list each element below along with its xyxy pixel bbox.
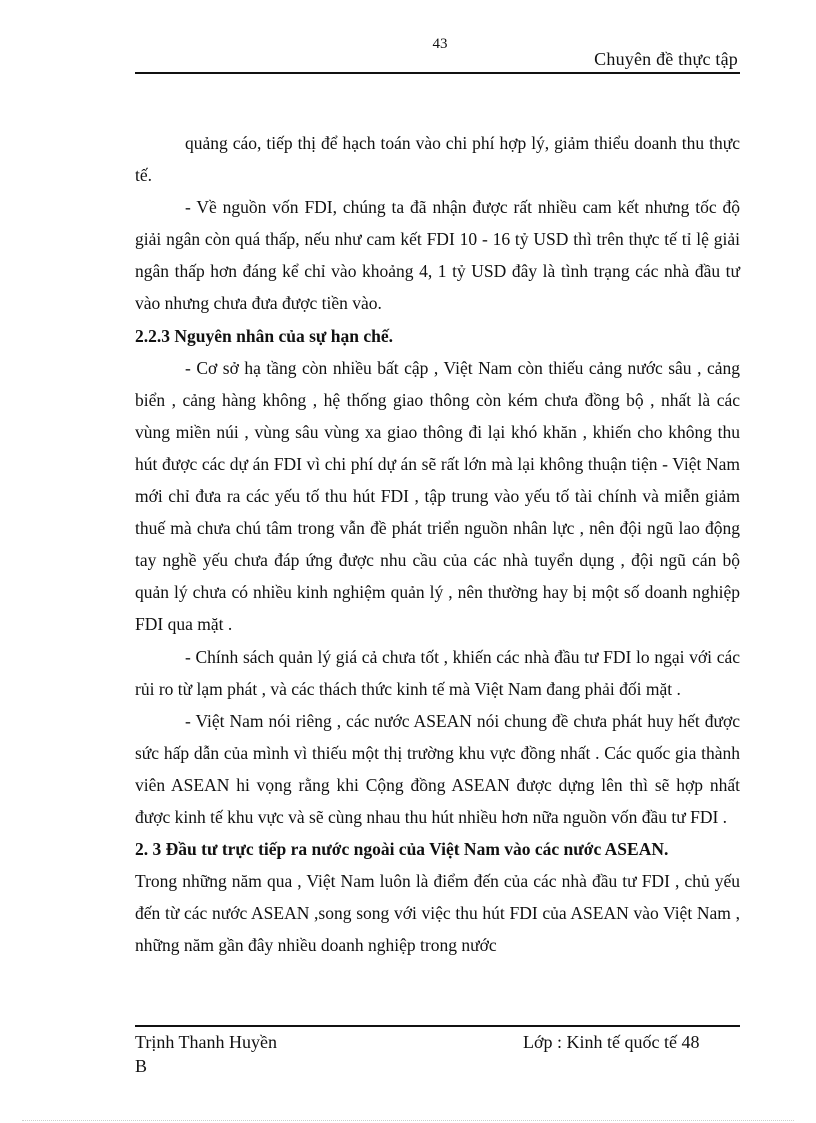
paragraph-fdi-disbursement: - Về nguồn vốn FDI, chúng ta đã nhận được rất nhiều cam kết nhưng tốc độ giải ngân còn quá thấp, nếu như cam kết FDI 10 - 16 tỷ USD thì trên thực tế tỉ lệ giải ngân thấp hơn đáng kể chỉ vào khoảng 4, 1 tỷ USD đây là tình trạng các nhà đầu tư vào nhưng chưa đưa được tiền vào. xyxy=(135,197,740,314)
bottom-dotted-border xyxy=(22,1120,794,1121)
paragraph-continued: quảng cáo, tiếp thị để hạch toán vào chi phí hợp lý, giảm thiểu doanh thu thực tế. xyxy=(135,133,740,186)
header-title: Chuyên đề thực tập xyxy=(594,49,738,69)
header-rule xyxy=(135,72,740,74)
paragraph-asean-market: - Việt Nam nói riêng , các nước ASEAN nói chung đề chưa phát huy hết được sức hấp dẫn của mình vì thiếu một thị trường khu vực đồng nhất . Các quốc gia thành viên ASEAN hi vọng rằng khi Cộng đồng ASEAN được dựng lên thì sẽ hợp nhất được kinh tế khu vực và sẽ cùng nhau thu hút nhiều hơn nữa nguồn vốn đầu tư FDI . xyxy=(135,710,740,827)
page-number: 43 xyxy=(432,36,448,52)
body-text xyxy=(135,127,740,961)
footer-author-name: Trịnh Thanh Huyền xyxy=(135,1032,278,1052)
paragraph-outward-investment: Trong những năm qua , Việt Nam luôn là điểm đến của các nhà đầu tư FDI , chủ yếu đến từ các nước ASEAN ,song song với việc thu hút FDI của ASEAN vào Việt Nam , những năm gần đây nhiều doanh nghiệp trong nước xyxy=(135,871,740,956)
paragraph-infrastructure: - Cơ sở hạ tầng còn nhiều bất cập , Việt Nam còn thiếu cảng nước sâu , cảng biển , cảng hàng không , hệ thống giao thông còn kém chưa đồng bộ , nhất là các vùng miền núi , vùng sâu vùng xa giao thông đi lại khó khăn , khiến cho không thu hút được các dự án FDI vì chi phí dự án sẽ rất lớn mà lại không thuận tiện - Việt Nam mới chỉ đưa ra các yếu tố thu hút FDI , tập trung vào yếu tố tài chính và miễn giảm thuế mà chưa chú tâm trong vẫn đề phát triển nguồn nhân lực , nên đội ngũ lao động tay nghề yếu chưa đáp ứng được nhu cầu của các nhà tuyển dụng , đội ngũ cán bộ quản lý chưa có nhiều kinh nghiệm quản lý , nên thường hay bị một số doanh nghiệp FDI qua mặt . xyxy=(135,357,740,635)
footer-class: Lớp : Kinh tế quốc tế 48 xyxy=(523,1032,700,1052)
footer-rule xyxy=(135,1025,740,1027)
section-heading-2-2-3: 2.2.3 Nguyên nhân của sự hạn chế. xyxy=(135,325,393,346)
paragraph-price-policy: - Chính sách quản lý giá cả chưa tốt , khiến các nhà đầu tư FDI lo ngại với các rủi ro từ lạm phát , và các thách thức kinh tế mà Việt Nam đang phải đối mặt . xyxy=(135,646,740,699)
section-heading-2-3: 2. 3 Đầu tư trực tiếp ra nước ngoài của Việt Nam vào các nước ASEAN. xyxy=(135,839,669,860)
footer-author-line2: B xyxy=(135,1056,148,1076)
footer-author xyxy=(135,1030,277,1078)
